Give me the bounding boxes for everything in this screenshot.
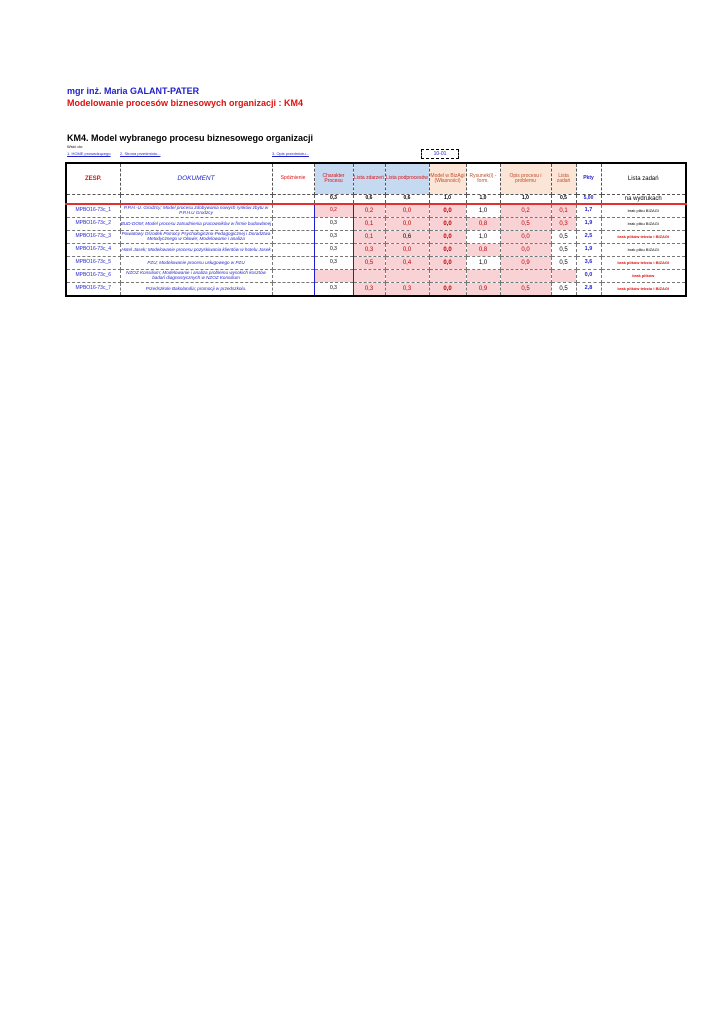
- team-code: MPBO16-73c_5: [66, 257, 120, 270]
- grades-table: [65, 162, 687, 297]
- weights-note: na wydrukach: [601, 195, 686, 205]
- score-lista-zadan: 0,5: [551, 231, 576, 244]
- score-rysunki: 0,8: [466, 244, 500, 257]
- table-row: [66, 257, 686, 270]
- team-code: MPBO16-73c_7: [66, 283, 120, 297]
- task-note: brak plików tekstu i BIZAGI: [601, 257, 686, 270]
- document-title: Przedszkole Bakolandia; promocji w przedszkolu.: [120, 283, 272, 297]
- team-code: MPBO16-73c_3: [66, 231, 120, 244]
- score-charakter: 0,3: [314, 283, 353, 297]
- points-total: 0,0: [576, 270, 601, 283]
- task-note: brak plików tekstu i BIZAGI: [601, 283, 686, 297]
- score-rysunki: 1,0: [466, 257, 500, 270]
- col-opis: Opis procesu i problemu: [500, 163, 551, 195]
- score-lista-zdarzen: 0,1: [353, 218, 385, 231]
- score-charakter: 0,2: [314, 204, 353, 218]
- page-title: KM4. Model wybranego procesu biznesowego organizacji: [67, 133, 314, 143]
- delay-cell: [272, 231, 314, 244]
- task-note: brak pliku BIZAGI: [601, 204, 686, 218]
- score-lista-zadan: 0,5: [551, 244, 576, 257]
- points-total: 1,9: [576, 218, 601, 231]
- weight-rysunki: 1,0: [466, 195, 500, 205]
- score-lista-zdarzen: 0,5: [353, 257, 385, 270]
- col-rysunki: Rysunek(i) - form.: [466, 163, 500, 195]
- team-code: MPBO16-73c_6: [66, 270, 120, 283]
- score-opis: 0,5: [500, 283, 551, 297]
- score-lista-podprocesow: 0,0: [385, 204, 429, 218]
- delay-cell: [272, 270, 314, 283]
- weight-lista-zdarzen: 0,6: [353, 195, 385, 205]
- delay-cell: [272, 257, 314, 270]
- weight-lista-podprocesow: 0,6: [385, 195, 429, 205]
- task-note: brak plików tekstu i BIZAGI: [601, 231, 686, 244]
- date-box: 10-01: [421, 149, 459, 159]
- score-rysunki: 1,0: [466, 204, 500, 218]
- score-model: 0,0: [429, 244, 466, 257]
- score-charakter: 0,3: [314, 218, 353, 231]
- document-title: P.P.H.-U. Grodzcy; Model procesu zdobywania nowych rynków zbytu w P.P.H.U Grodzcy: [120, 204, 272, 218]
- task-note: brak pliku BIZAGI: [601, 244, 686, 257]
- link-course-page[interactable]: 2. Strona przedmiotu...: [120, 151, 161, 156]
- col-model-bizagi: Model w BizAgi (Własności): [429, 163, 466, 195]
- score-lista-zdarzen: 0,3: [353, 283, 385, 297]
- score-opis: 0,0: [500, 231, 551, 244]
- score-charakter: [314, 270, 353, 283]
- score-lista-zdarzen: 0,1: [353, 231, 385, 244]
- col-charakter: Charakter Procesu: [314, 163, 353, 195]
- task-note: brak pliku BIZAGI: [601, 218, 686, 231]
- score-lista-zadan: [551, 270, 576, 283]
- score-model: [429, 270, 466, 283]
- document-title: Powiatowy Ośrodek Pomocy Psychologiczno-Pedagogicznej i Doradztwa Metodycznego w Oławie; Modelowanie i analiza: [120, 231, 272, 244]
- document-title: NZOZ Konsilium; Modelowanie i analiza problemu wysokich kosztów badań diagnostycznych w NZOZ Konsilium: [120, 270, 272, 283]
- table-row: [66, 204, 686, 218]
- col-lista-podprocesow: Lista podprocesów: [385, 163, 429, 195]
- table-row: [66, 270, 686, 283]
- delay-cell: [272, 204, 314, 218]
- score-rysunki: 0,8: [466, 218, 500, 231]
- link-home[interactable]: 1. HOME prowadzącego: [67, 151, 111, 156]
- score-opis: 0,0: [500, 244, 551, 257]
- author-name: mgr inż. Maria GALANT-PATER: [67, 86, 200, 96]
- col-dokument: DOKUMENT: [120, 163, 272, 195]
- col-spoznienie: Spóźnienie: [272, 163, 314, 195]
- points-total: 2,8: [576, 283, 601, 297]
- score-model: 0,0: [429, 283, 466, 297]
- weight-blank: [120, 195, 272, 205]
- score-lista-zdarzen: [353, 270, 385, 283]
- score-lista-zadan: 0,5: [551, 283, 576, 297]
- score-lista-zadan: 0,5: [551, 257, 576, 270]
- score-opis: [500, 270, 551, 283]
- col-lista-zdarzen: Lista zdarzeń: [353, 163, 385, 195]
- score-opis: 0,2: [500, 204, 551, 218]
- weight-total: 5,00: [576, 195, 601, 205]
- points-total: 2,5: [576, 231, 601, 244]
- document-title: Hotel Jasek; Modelowanie procesu pozyskiwania klientów w hotelu Jasek: [120, 244, 272, 257]
- score-charakter: 0,3: [314, 231, 353, 244]
- score-model: 0,0: [429, 218, 466, 231]
- team-code: MPBO16-73c_4: [66, 244, 120, 257]
- col-lista-zadan: Lista zadań: [601, 163, 686, 195]
- score-lista-podprocesow: 0,0: [385, 218, 429, 231]
- table-row: [66, 218, 686, 231]
- col-zesp: ZESP.: [66, 163, 120, 195]
- score-lista-zadan: 0,3: [551, 218, 576, 231]
- delay-cell: [272, 218, 314, 231]
- col-pkty: Pkty: [576, 163, 601, 195]
- score-charakter: 0,3: [314, 244, 353, 257]
- score-opis: 0,9: [500, 257, 551, 270]
- weight-blank: [66, 195, 120, 205]
- weight-charakter: 0,3: [314, 195, 353, 205]
- team-code: MPBO16-73c_1: [66, 204, 120, 218]
- points-total: 1,9: [576, 244, 601, 257]
- score-lista-podprocesow: 0,4: [385, 257, 429, 270]
- score-lista-podprocesow: 0,0: [385, 244, 429, 257]
- score-rysunki: 1,0: [466, 231, 500, 244]
- score-lista-podprocesow: 0,6: [385, 231, 429, 244]
- points-total: 1,7: [576, 204, 601, 218]
- score-lista-podprocesow: [385, 270, 429, 283]
- weight-blank: [272, 195, 314, 205]
- score-rysunki: 0,9: [466, 283, 500, 297]
- score-opis: 0,5: [500, 218, 551, 231]
- task-note: brak plików: [601, 270, 686, 283]
- score-model: 0,0: [429, 204, 466, 218]
- score-model: 0,0: [429, 231, 466, 244]
- score-rysunki: [466, 270, 500, 283]
- score-charakter: 0,3: [314, 257, 353, 270]
- score-lista-zdarzen: 0,3: [353, 244, 385, 257]
- delay-cell: [272, 283, 314, 297]
- course-title: Modelowanie procesów biznesowych organizacji : KM4: [67, 98, 304, 108]
- delay-cell: [272, 244, 314, 257]
- back-label: Wróć do:: [67, 144, 83, 149]
- score-lista-podprocesow: 0,3: [385, 283, 429, 297]
- document-title: PZU; Modelowanie procesu usługowego w PZU: [120, 257, 272, 270]
- weight-opis: 1,0: [500, 195, 551, 205]
- table-row: [66, 231, 686, 244]
- weight-model: 1,0: [429, 195, 466, 205]
- document-title: BUD-DOM; Model procesu zatrudnienia pracowników w firmie budowlanej: [120, 218, 272, 231]
- col-lista-zadan-score: Lista zadań: [551, 163, 576, 195]
- table-row: [66, 244, 686, 257]
- score-lista-zdarzen: 0,2: [353, 204, 385, 218]
- points-total: 3,6: [576, 257, 601, 270]
- score-model: 0,0: [429, 257, 466, 270]
- table-row: [66, 283, 686, 297]
- weight-lista-zadan: 0,5: [551, 195, 576, 205]
- link-course-description[interactable]: 3. Opis przedmiotu...: [272, 151, 309, 156]
- team-code: MPBO16-73c_2: [66, 218, 120, 231]
- score-lista-zadan: 0,1: [551, 204, 576, 218]
